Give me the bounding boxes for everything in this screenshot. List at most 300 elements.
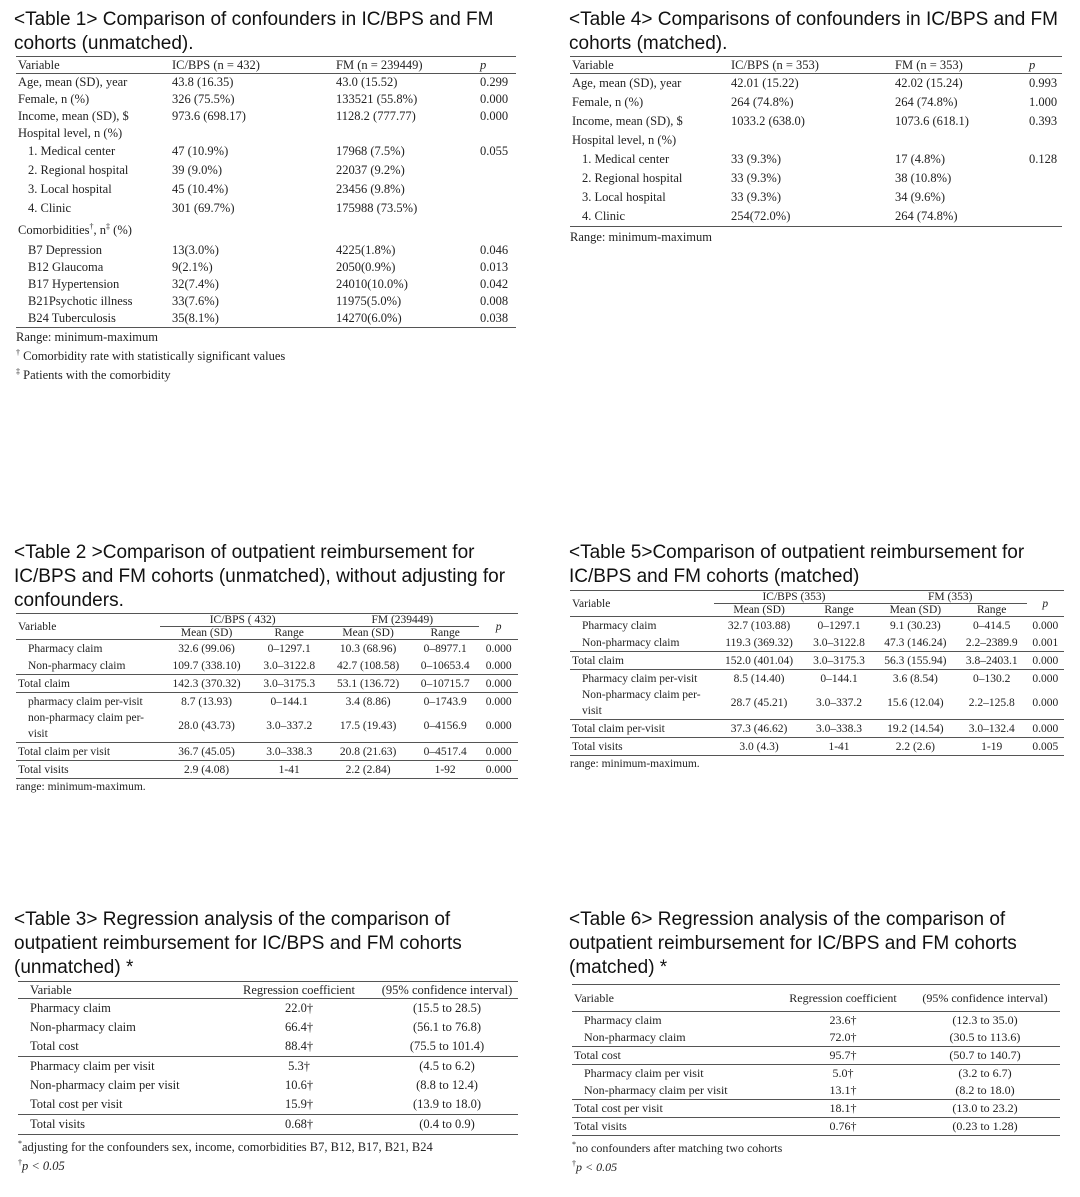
cell: 2050(0.9%) xyxy=(336,260,396,274)
cell: 0–10653.4 xyxy=(420,659,470,672)
cell: Age, mean (SD), year xyxy=(18,75,128,89)
cell: 42.02 (15.24) xyxy=(895,76,963,90)
table5-header-icbps: IC/BPS (353) xyxy=(714,591,874,604)
cell: 264 (74.8%) xyxy=(895,95,958,109)
table3-note-p xyxy=(18,1155,518,1174)
cell: Total cost per visit xyxy=(30,1097,123,1111)
cell: 0.005 xyxy=(1027,738,1064,756)
cell: 0.038 xyxy=(478,310,516,328)
cell: 3.4 (8.86) xyxy=(345,695,391,708)
table1 xyxy=(16,56,516,383)
cell: 326 (75.5%) xyxy=(172,92,235,106)
cell: (8.2 to 18.0) xyxy=(955,1083,1015,1097)
cell: 152.0 (401.04) xyxy=(725,654,794,667)
cell: 15.6 (12.04) xyxy=(887,697,944,709)
table3 xyxy=(18,981,518,1174)
table4-note-range: Range: minimum-maximum xyxy=(570,230,712,244)
cell: 33(7.6%) xyxy=(172,294,219,308)
cell: 0.046 xyxy=(480,243,509,257)
cell: 3.0–337.2 xyxy=(266,720,313,732)
cell: 0–8977.1 xyxy=(423,642,467,655)
table5 xyxy=(570,590,1064,772)
cell: 33 (9.3%) xyxy=(731,190,781,204)
cell: Income, mean (SD), $ xyxy=(18,109,129,123)
table3-header-ci: (95% confidence interval) xyxy=(376,982,518,999)
table-row xyxy=(18,1095,518,1115)
cell: (15.5 to 28.5) xyxy=(412,1001,482,1015)
cell: 109.7 (338.10) xyxy=(172,659,241,672)
cell: 973.6 (698.17) xyxy=(172,109,246,123)
table6-header-coef: Regression coefficient xyxy=(789,990,897,1005)
table-row xyxy=(572,1082,1060,1100)
cell: 0.001 xyxy=(1032,636,1059,649)
cell: 1. Medical center xyxy=(582,152,670,166)
table-row xyxy=(570,670,1064,688)
cell: Pharmacy claim xyxy=(582,619,657,632)
table-row xyxy=(570,74,1062,94)
cell: 0.128 xyxy=(1029,152,1058,166)
cell: Total claim xyxy=(572,654,624,667)
cell: Pharmacy claim per visit xyxy=(584,1066,704,1080)
cell: 0.000 xyxy=(480,109,509,123)
table-row xyxy=(16,161,516,180)
cell: 2. Regional hospital xyxy=(28,163,129,177)
cell: 32.6 (99.06) xyxy=(178,642,235,655)
cell xyxy=(1027,169,1062,188)
cell: 33 (9.3%) xyxy=(731,171,781,185)
table-row xyxy=(572,1012,1060,1030)
table-row xyxy=(570,738,1064,756)
cell: 11975(5.0%) xyxy=(336,294,402,308)
cell: Hospital level, n (%) xyxy=(18,126,123,140)
cell: B7 Depression xyxy=(28,243,102,257)
cell: 22.0† xyxy=(284,1001,314,1015)
table5-header-fm: FM (353) xyxy=(874,591,1027,604)
cell: 33 (9.3%) xyxy=(731,152,781,166)
table-row xyxy=(570,188,1062,207)
cell: 1-92 xyxy=(411,761,479,779)
table-row xyxy=(570,169,1062,188)
table5-header-variable: Variable xyxy=(572,597,611,610)
cell: Non-pharmacy claim per visit xyxy=(30,1078,180,1092)
cell: non-pharmacy claim per-visit xyxy=(28,712,144,740)
dagger: † xyxy=(16,348,20,357)
cell xyxy=(170,125,334,142)
table4 xyxy=(570,56,1062,245)
cell: 24010(10.0%) xyxy=(336,277,408,291)
cell: 0.042 xyxy=(480,277,509,291)
cell: Total claim per-visit xyxy=(572,722,665,735)
table-row xyxy=(570,131,1062,150)
cell: 264 (74.8%) xyxy=(731,95,794,109)
cell: 0.000 xyxy=(485,659,512,672)
cell: 18.1† xyxy=(829,1101,857,1115)
cell: (50.7 to 140.7) xyxy=(949,1048,1021,1062)
cell: Pharmacy claim per visit xyxy=(30,1059,155,1073)
cell: 264 (74.8%) xyxy=(893,207,1027,227)
table-row xyxy=(18,1018,518,1037)
table-row xyxy=(16,693,518,711)
table3-header-coef: Regression coefficient xyxy=(222,982,376,999)
cell: 2.2–125.8 xyxy=(968,697,1015,709)
table2-note: range: minimum-maximum. xyxy=(16,781,146,793)
cell: 13(3.0%) xyxy=(172,243,219,257)
table-row xyxy=(570,634,1064,652)
cell xyxy=(478,199,516,218)
table3-note-adjust xyxy=(18,1136,518,1155)
cell: 53.1 (136.72) xyxy=(336,677,400,690)
table-row xyxy=(572,1047,1060,1065)
cell: 15.9† xyxy=(284,1097,314,1111)
cell xyxy=(478,161,516,180)
table6-header-ci: (95% confidence interval) xyxy=(922,990,1048,1005)
table1-note-range: Range: minimum-maximum xyxy=(16,330,158,344)
cell: 0.76† xyxy=(776,1118,910,1136)
cell: 17.5 (19.43) xyxy=(339,720,397,732)
table5-note: range: minimum-maximum. xyxy=(570,758,700,770)
cell: (0.4 to 0.9) xyxy=(376,1115,518,1135)
cell: Non-pharmacy claim per-visit xyxy=(582,689,701,717)
cell: (13.0 to 23.2) xyxy=(952,1101,1018,1115)
cell: 1-41 xyxy=(804,738,874,756)
table-row xyxy=(16,125,516,142)
cell: 1.000 xyxy=(1029,95,1058,109)
cell: B21Psychotic illness xyxy=(28,294,133,308)
cell: 3.0–132.4 xyxy=(968,722,1015,735)
cell: 9.1 (30.23) xyxy=(889,619,941,632)
cell: Non-pharmacy claim xyxy=(584,1030,686,1044)
cell: 1-19 xyxy=(957,738,1027,756)
cell: (56.1 to 76.8) xyxy=(412,1020,482,1034)
table-row xyxy=(18,1115,518,1135)
table-row xyxy=(572,1100,1060,1118)
cell: Total cost per visit xyxy=(574,1101,663,1115)
table-row xyxy=(570,207,1062,227)
cell: Total cost xyxy=(30,1039,79,1053)
cell: 28.7 (45.21) xyxy=(730,697,788,709)
cell: Total visits xyxy=(16,761,160,779)
cell: 17 (4.8%) xyxy=(895,152,945,166)
note-text: p < 0.05 xyxy=(22,1159,65,1174)
table2-sub-mean1: Mean (SD) xyxy=(180,627,233,639)
cell: 3. Local hospital xyxy=(28,182,112,196)
cell: 175988 (73.5%) xyxy=(336,201,418,215)
cell: 0–4156.9 xyxy=(423,720,467,732)
cell: 0.000 xyxy=(1032,722,1059,735)
cell: 32(7.4%) xyxy=(172,277,219,291)
cell: 2.2 (2.6) xyxy=(874,738,957,756)
cell: 0–1297.1 xyxy=(817,619,861,632)
cell: 2.9 (4.08) xyxy=(160,761,253,779)
cell: 0.000 xyxy=(485,745,512,758)
cell: Pharmacy claim xyxy=(28,642,103,655)
table2-header-fm: FM (239449) xyxy=(325,614,479,627)
cell: 254(72.0%) xyxy=(729,207,893,227)
cell: 3. Local hospital xyxy=(582,190,666,204)
table-row xyxy=(18,1057,518,1077)
cell: 20.8 (21.63) xyxy=(339,745,397,758)
cell: B12 Glaucoma xyxy=(28,260,104,274)
table-row xyxy=(16,710,518,743)
table-row xyxy=(572,1065,1060,1083)
cell: B17 Hypertension xyxy=(28,277,120,291)
table2 xyxy=(16,613,518,795)
cell: 56.3 (155.94) xyxy=(884,654,947,667)
note-text: Comorbidity rate with statistically significant values xyxy=(20,349,286,364)
table-row xyxy=(570,112,1062,131)
table2-sub-mean2: Mean (SD) xyxy=(342,627,394,639)
cell: 0.000 xyxy=(485,677,512,690)
asterisk: * xyxy=(18,1139,22,1148)
table-row xyxy=(16,657,518,675)
cell: 0.393 xyxy=(1029,114,1058,128)
cell: 1-41 xyxy=(253,761,325,779)
table6-header-variable: Variable xyxy=(574,990,614,1005)
cell: (4.5 to 6.2) xyxy=(419,1059,475,1073)
cell: (30.5 to 113.6) xyxy=(949,1030,1021,1044)
cell: 0–4517.4 xyxy=(423,745,467,758)
cell: 38 (10.8%) xyxy=(895,171,952,185)
cell: 1033.2 (638.0) xyxy=(731,114,805,128)
cell: 0.055 xyxy=(480,144,509,158)
cell: 47.3 (146.24) xyxy=(884,636,947,649)
table4-caption: <Table 4> Comparisons of confounders in IC/BPS and FM cohorts (matched). xyxy=(569,9,1058,54)
cell xyxy=(1027,207,1062,227)
cell: 0.299 xyxy=(480,75,509,89)
table6-note-p xyxy=(572,1156,1060,1175)
table4-header-icbps: IC/BPS (n = 353) xyxy=(729,57,893,74)
cell: pharmacy claim per-visit xyxy=(28,695,143,708)
cell: 8.7 (13.93) xyxy=(181,695,232,708)
table-row xyxy=(18,999,518,1019)
cell: 4225(1.8%) xyxy=(336,243,396,257)
table1-header-icbps: IC/BPS (n = 432) xyxy=(170,57,334,74)
cell: 0–1743.9 xyxy=(423,695,467,708)
table-row xyxy=(572,1029,1060,1047)
table-row xyxy=(570,93,1062,112)
cell: 0.008 xyxy=(480,294,509,308)
cell: (75.5 to 101.4) xyxy=(409,1039,485,1053)
table5-sub-range1: Range xyxy=(824,604,854,616)
cell: Pharmacy claim xyxy=(30,1001,111,1015)
cell: Total cost xyxy=(574,1048,621,1062)
cell: 3.0 (4.3) xyxy=(714,738,804,756)
cell: Pharmacy claim xyxy=(584,1013,662,1027)
cell: 3.0–3175.3 xyxy=(813,654,865,667)
table-row xyxy=(16,108,516,125)
table-row xyxy=(16,310,516,328)
cell: 3.0–338.3 xyxy=(816,722,863,735)
cell xyxy=(1027,131,1062,150)
cell: 2.2–2389.9 xyxy=(965,636,1018,649)
table1-header-p: p xyxy=(478,57,516,74)
table4-header-variable: Variable xyxy=(570,57,729,74)
table4-header-fm: FM (n = 353) xyxy=(893,57,1027,74)
cell: 2. Regional hospital xyxy=(582,171,683,185)
comorb-pct: (%) xyxy=(110,223,132,238)
table1-caption: <Table 1> Comparison of confounders in IC/BPS and FM cohorts (unmatched). xyxy=(14,9,494,54)
table4-header-p: p xyxy=(1027,57,1062,74)
table2-caption: <Table 2 >Comparison of outpatient reimbursement for IC/BPS and FM cohorts (unmatched), without adjusting for confounders. xyxy=(14,542,506,611)
cell: 0.013 xyxy=(480,260,509,274)
cell: 43.0 (15.52) xyxy=(336,75,398,89)
table5-caption: <Table 5>Comparison of outpatient reimbursement for IC/BPS and FM cohorts (matched) xyxy=(569,542,1025,587)
cell: Total claim xyxy=(18,677,70,690)
table-row xyxy=(16,142,516,161)
cell: 43.8 (16.35) xyxy=(172,75,234,89)
cell: 34 (9.6%) xyxy=(895,190,945,204)
cell: 42.01 (15.22) xyxy=(731,76,799,90)
table5-sub-range2: Range xyxy=(977,604,1007,616)
cell: 301 (69.7%) xyxy=(172,201,235,215)
table2-sub-range1: Range xyxy=(274,627,304,639)
cell: B24 Tuberculosis xyxy=(16,310,170,328)
cell: 14270(6.0%) xyxy=(334,310,478,328)
table-row xyxy=(16,74,516,92)
table-row xyxy=(18,1037,518,1057)
table5-sub-mean2: Mean (SD) xyxy=(889,604,942,616)
cell: 3.0–3122.8 xyxy=(813,636,865,649)
table2-header-variable: Variable xyxy=(18,620,57,633)
note-text: adjusting for the confounders sex, income, comorbidities B7, B12, B17, B21, B24 xyxy=(22,1140,433,1155)
cell: 10.6† xyxy=(284,1078,314,1092)
table5-header-p: p xyxy=(1042,597,1049,610)
cell: 66.4† xyxy=(284,1020,314,1034)
cell: 0.000 xyxy=(1032,619,1059,632)
cell: (13.9 to 18.0) xyxy=(412,1097,482,1111)
cell: 0.993 xyxy=(1029,76,1058,90)
cell: (3.2 to 6.7) xyxy=(958,1066,1012,1080)
cell: Female, n (%) xyxy=(18,92,90,106)
cell: 4. Clinic xyxy=(28,201,72,215)
cell: 5.3† xyxy=(288,1059,310,1073)
cell: 1. Medical center xyxy=(28,144,116,158)
cell: 19.2 (14.54) xyxy=(887,722,944,735)
cell: Non-pharmacy claim xyxy=(28,659,126,672)
comorbidities-label xyxy=(16,218,516,242)
cell: 3.0–338.3 xyxy=(266,745,313,758)
table-row xyxy=(570,617,1064,635)
cell: 35(8.1%) xyxy=(170,310,334,328)
table-row xyxy=(16,293,516,310)
cell: 4. Clinic xyxy=(570,207,729,227)
table5-sub-mean1: Mean (SD) xyxy=(733,604,785,616)
cell: 0–144.1 xyxy=(820,672,858,685)
table-row xyxy=(16,743,518,761)
cell: 3.0–3122.8 xyxy=(263,659,316,672)
cell: 3.6 (8.54) xyxy=(892,672,938,685)
cell: Total visits xyxy=(572,1118,776,1136)
table-row xyxy=(570,687,1064,720)
cell: 45 (10.4%) xyxy=(172,182,229,196)
note-text: no confounders after matching two cohorts xyxy=(576,1141,783,1155)
cell: 28.0 (43.73) xyxy=(178,720,235,732)
cell: Female, n (%) xyxy=(572,95,644,109)
cell xyxy=(729,131,893,150)
cell: Income, mean (SD), $ xyxy=(572,114,683,128)
cell xyxy=(478,125,516,142)
cell xyxy=(1027,188,1062,207)
cell: Total visits xyxy=(18,1115,222,1135)
cell: 0.000 xyxy=(485,695,512,708)
note-text: p < 0.05 xyxy=(576,1160,618,1174)
table2-header-icbps: IC/BPS ( 432) xyxy=(160,614,325,627)
cell: 1073.6 (618.1) xyxy=(895,114,969,128)
comorb-n: , n xyxy=(93,223,107,238)
cell: Total visits xyxy=(570,738,714,756)
cell: 0.000 xyxy=(485,642,512,655)
cell: 1128.2 (777.77) xyxy=(336,109,416,123)
table2-sub-range2: Range xyxy=(430,627,460,639)
cell: (12.3 to 35.0) xyxy=(952,1013,1018,1027)
table2-header-p: p xyxy=(495,620,502,633)
table-row xyxy=(16,91,516,108)
double-dagger: ‡ xyxy=(106,221,111,231)
cell: (8.8 to 12.4) xyxy=(416,1078,478,1092)
table-row xyxy=(16,180,516,199)
comorb-text: Comorbidities xyxy=(18,223,90,238)
cell: 0–130.2 xyxy=(973,672,1011,685)
cell: 47 (10.9%) xyxy=(172,144,229,158)
cell: 142.3 (370.32) xyxy=(172,677,241,690)
cell: 13.1† xyxy=(829,1083,857,1097)
table-row xyxy=(16,259,516,276)
asterisk: * xyxy=(572,1140,576,1149)
cell xyxy=(893,131,1027,150)
cell: 133521 (55.8%) xyxy=(336,92,418,106)
cell: 17968 (7.5%) xyxy=(336,144,405,158)
cell: 0–414.5 xyxy=(973,619,1011,632)
table-row xyxy=(16,276,516,293)
cell: 23.6† xyxy=(829,1013,857,1027)
cell: 72.0† xyxy=(829,1030,857,1044)
cell: 3.8–2403.1 xyxy=(965,654,1018,667)
cell: 0.000 xyxy=(485,720,512,732)
table-row xyxy=(16,242,516,259)
table6-caption: <Table 6> Regression analysis of the comparison of outpatient reimbursement for IC/BPS and FM cohorts (matched) * xyxy=(569,909,1017,978)
cell: Hospital level, n (%) xyxy=(572,133,677,147)
dagger: † xyxy=(18,1158,22,1168)
table6 xyxy=(572,984,1060,1175)
cell: 0.000 xyxy=(1032,697,1059,709)
dagger: † xyxy=(89,221,94,231)
table6-note-nomatch xyxy=(572,1137,1060,1156)
cell: 0–1297.1 xyxy=(267,642,311,655)
cell: 0–10715.7 xyxy=(420,677,470,690)
cell: Non-pharmacy claim per visit xyxy=(584,1083,728,1097)
table1-note-ddagger xyxy=(16,364,516,383)
table-row xyxy=(16,218,516,242)
cell: 42.7 (108.58) xyxy=(336,659,400,672)
table-row xyxy=(16,640,518,658)
cell: 0–144.1 xyxy=(270,695,308,708)
table-row xyxy=(16,675,518,693)
cell: 3.0–3175.3 xyxy=(263,677,316,690)
table-row xyxy=(570,720,1064,738)
cell: 3.0–337.2 xyxy=(816,697,863,709)
cell xyxy=(478,180,516,199)
cell: 39 (9.0%) xyxy=(172,163,222,177)
table3-header-variable: Variable xyxy=(18,982,222,999)
cell: 9(2.1%) xyxy=(172,260,213,274)
cell: 2.2 (2.84) xyxy=(325,761,411,779)
cell: 10.3 (68.96) xyxy=(339,642,397,655)
cell: 8.5 (14.40) xyxy=(733,672,785,685)
cell: (0.23 to 1.28) xyxy=(910,1118,1060,1136)
cell: 0.68† xyxy=(222,1115,376,1135)
table-row xyxy=(570,652,1064,670)
double-dagger: ‡ xyxy=(16,367,20,377)
